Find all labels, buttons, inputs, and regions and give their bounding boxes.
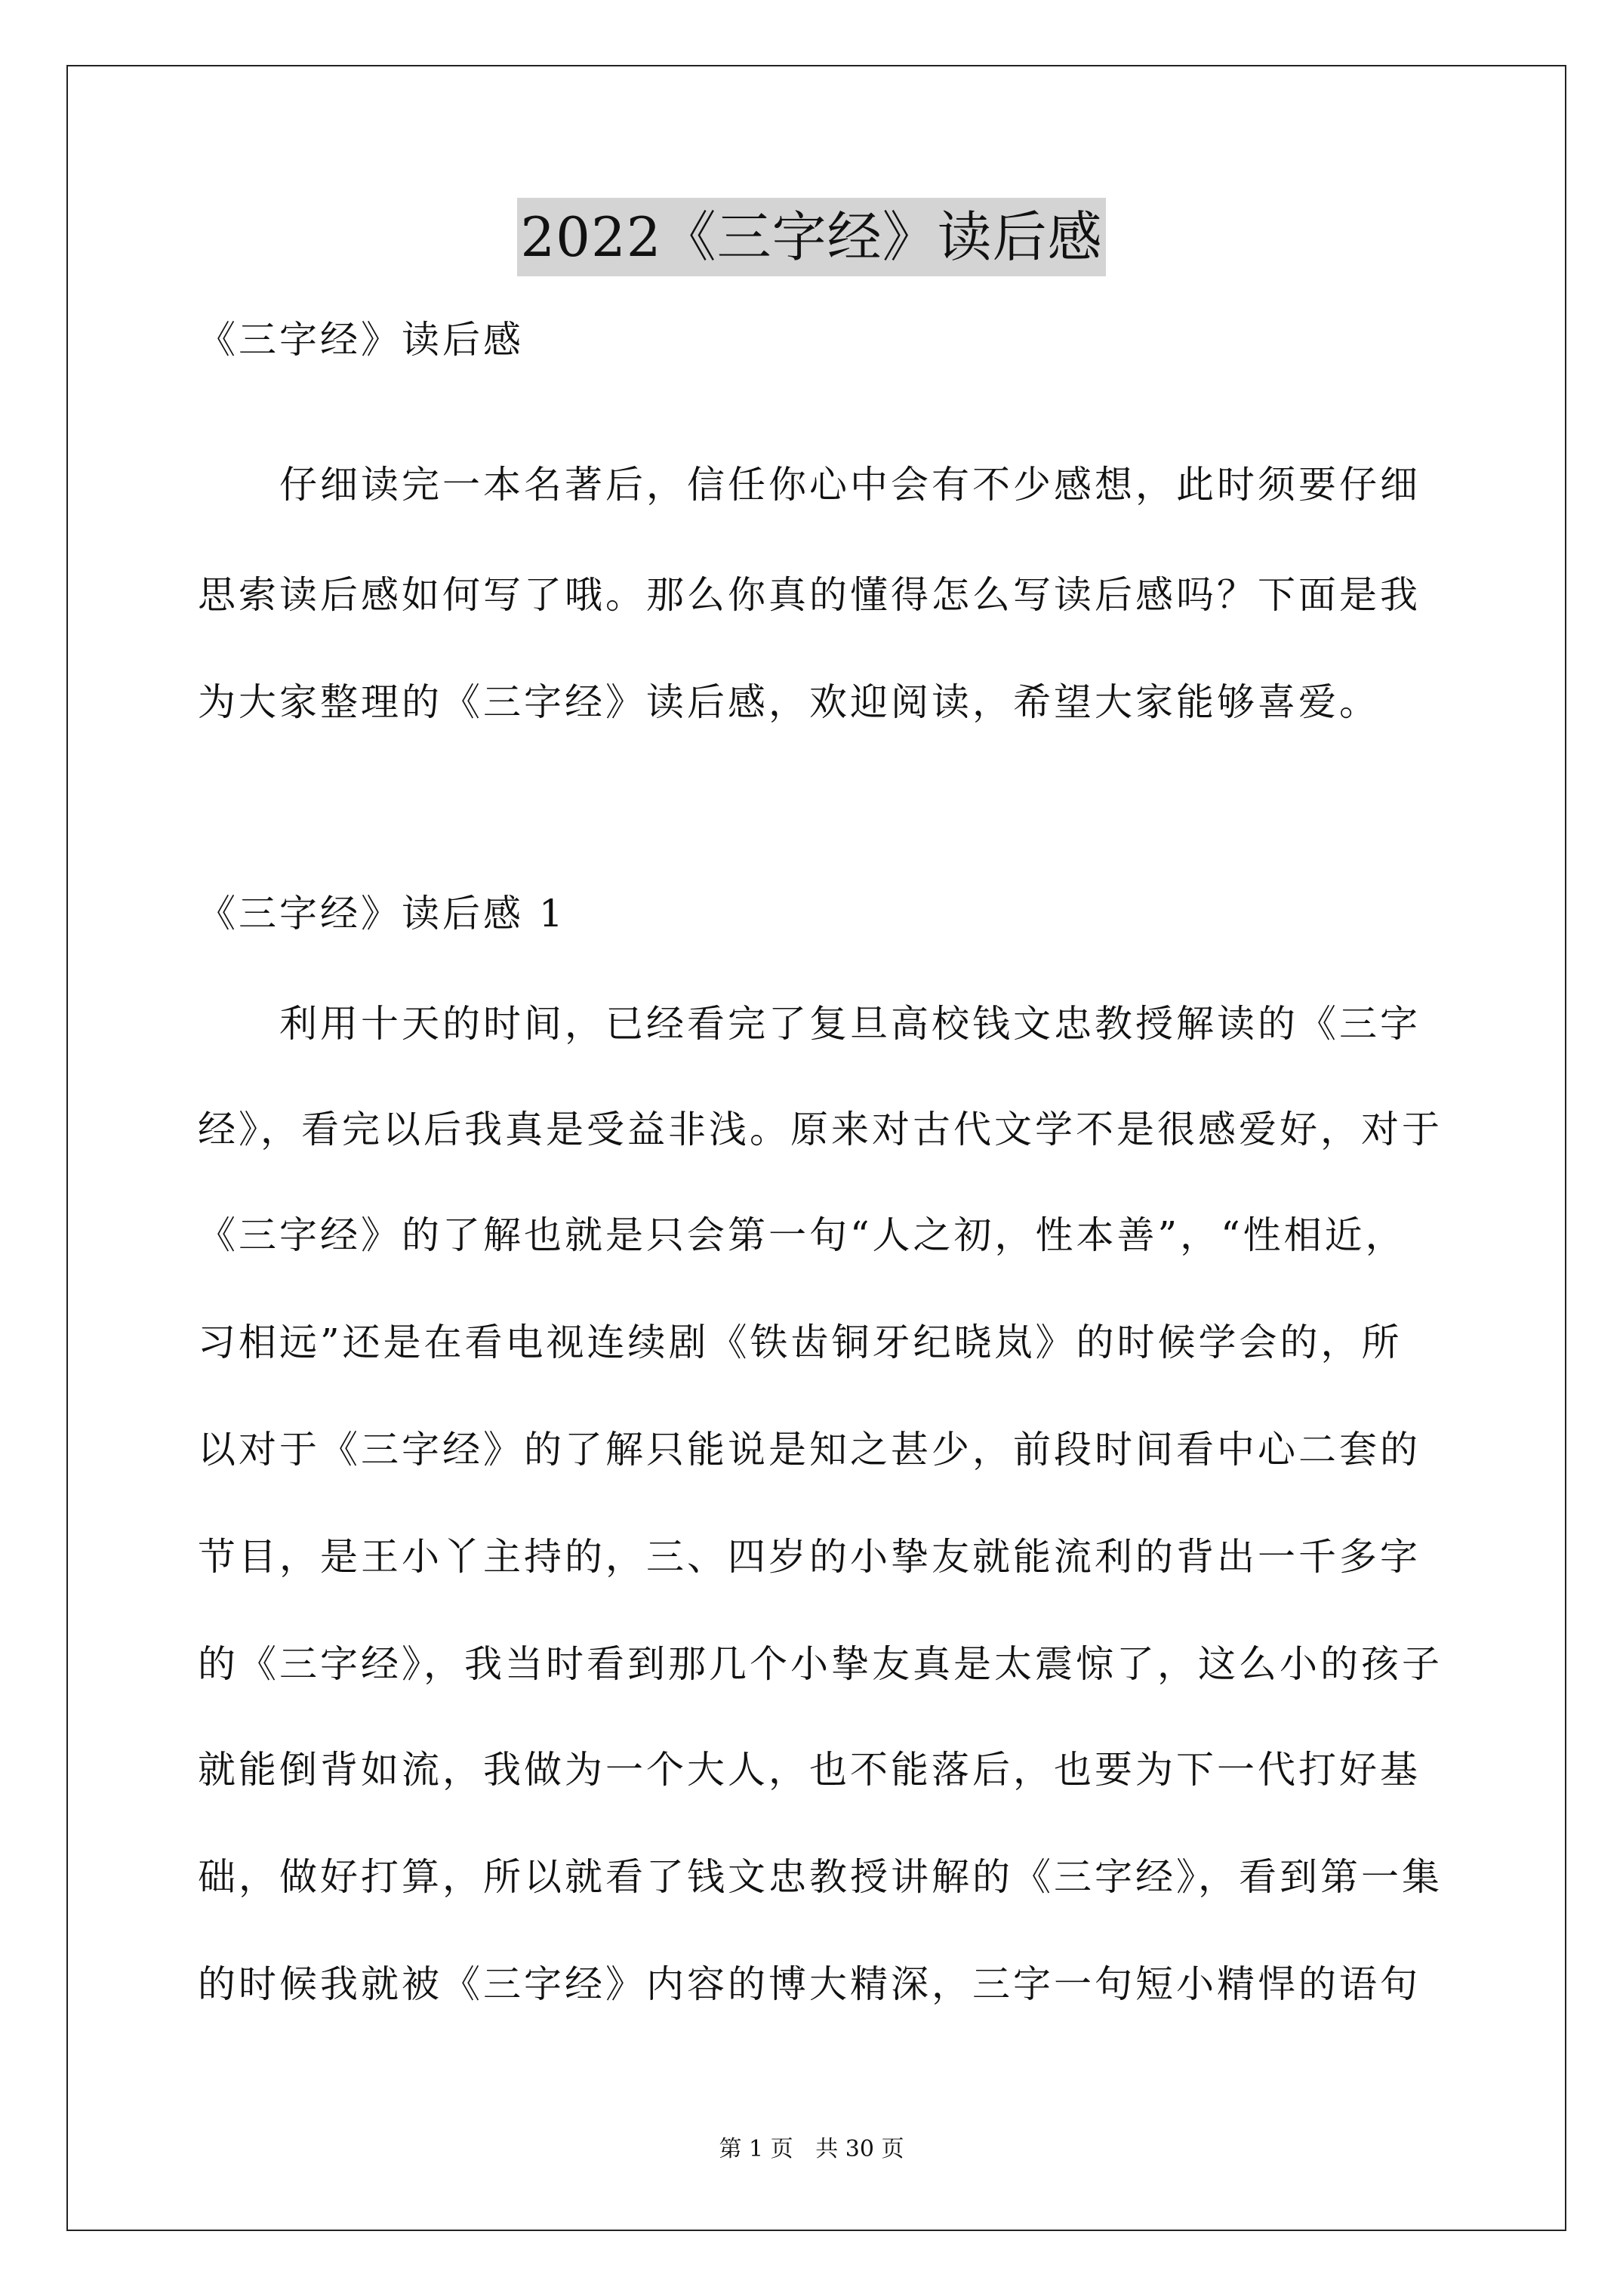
paragraph-line: 础，做好打算，所以就看了钱文忠教授讲解的《三字经》，看到第一集 bbox=[198, 1855, 1443, 1899]
paragraph-line: 思索读后感如何写了哦。那么你真的懂得怎么写读后感吗？下面是我 bbox=[198, 573, 1421, 617]
title-container bbox=[0, 198, 1623, 276]
paragraph-line: 经》，看完以后我真是受益非浅。原来对古代文学不是很感爱好，对于 bbox=[198, 1108, 1443, 1151]
paragraph-line: 《三字经》的了解也就是只会第一句“人之初，性本善”，“性相近， bbox=[198, 1213, 1406, 1257]
paragraph-line: 节目，是王小丫主持的，三、四岁的小挚友就能流利的背出一千多字 bbox=[198, 1535, 1421, 1579]
paragraph-line: 仔细读完一本名著后，信任你心中会有不少感想，此时须要仔细 bbox=[279, 463, 1421, 507]
paragraph-line: 以对于《三字经》的了解只能说是知之甚少，前段时间看中心二套的 bbox=[198, 1428, 1421, 1472]
document-title: 2022《三字经》读后感 bbox=[517, 198, 1105, 276]
page-footer bbox=[0, 2134, 1623, 2165]
paragraph-line: 的《三字经》，我当时看到那几个小挚友真是太震惊了，这么小的孩子 bbox=[198, 1642, 1443, 1686]
paragraph-line: 就能倒背如流，我做为一个大人，也不能落后，也要为下一代打好基 bbox=[198, 1748, 1421, 1792]
section-heading: 《三字经》读后感 bbox=[198, 318, 524, 362]
page-number: 第 1 页 bbox=[719, 2136, 793, 2162]
paragraph-line: 的时候我就被《三字经》内容的博大精深，三字一句短小精悍的语句 bbox=[198, 1962, 1421, 2006]
paragraph-line: 习相远”还是在看电视连续剧《铁齿铜牙纪晓岚》的时候学会的，所 bbox=[198, 1321, 1403, 1364]
page-total: 共 30 页 bbox=[815, 2136, 904, 2162]
section-heading: 《三字经》读后感 1 bbox=[198, 892, 566, 935]
paragraph-line: 为大家整理的《三字经》读后感，欢迎阅读，希望大家能够喜爱。 bbox=[198, 680, 1380, 724]
paragraph-line: 利用十天的时间，已经看完了复旦高校钱文忠教授解读的《三字 bbox=[279, 1002, 1421, 1046]
